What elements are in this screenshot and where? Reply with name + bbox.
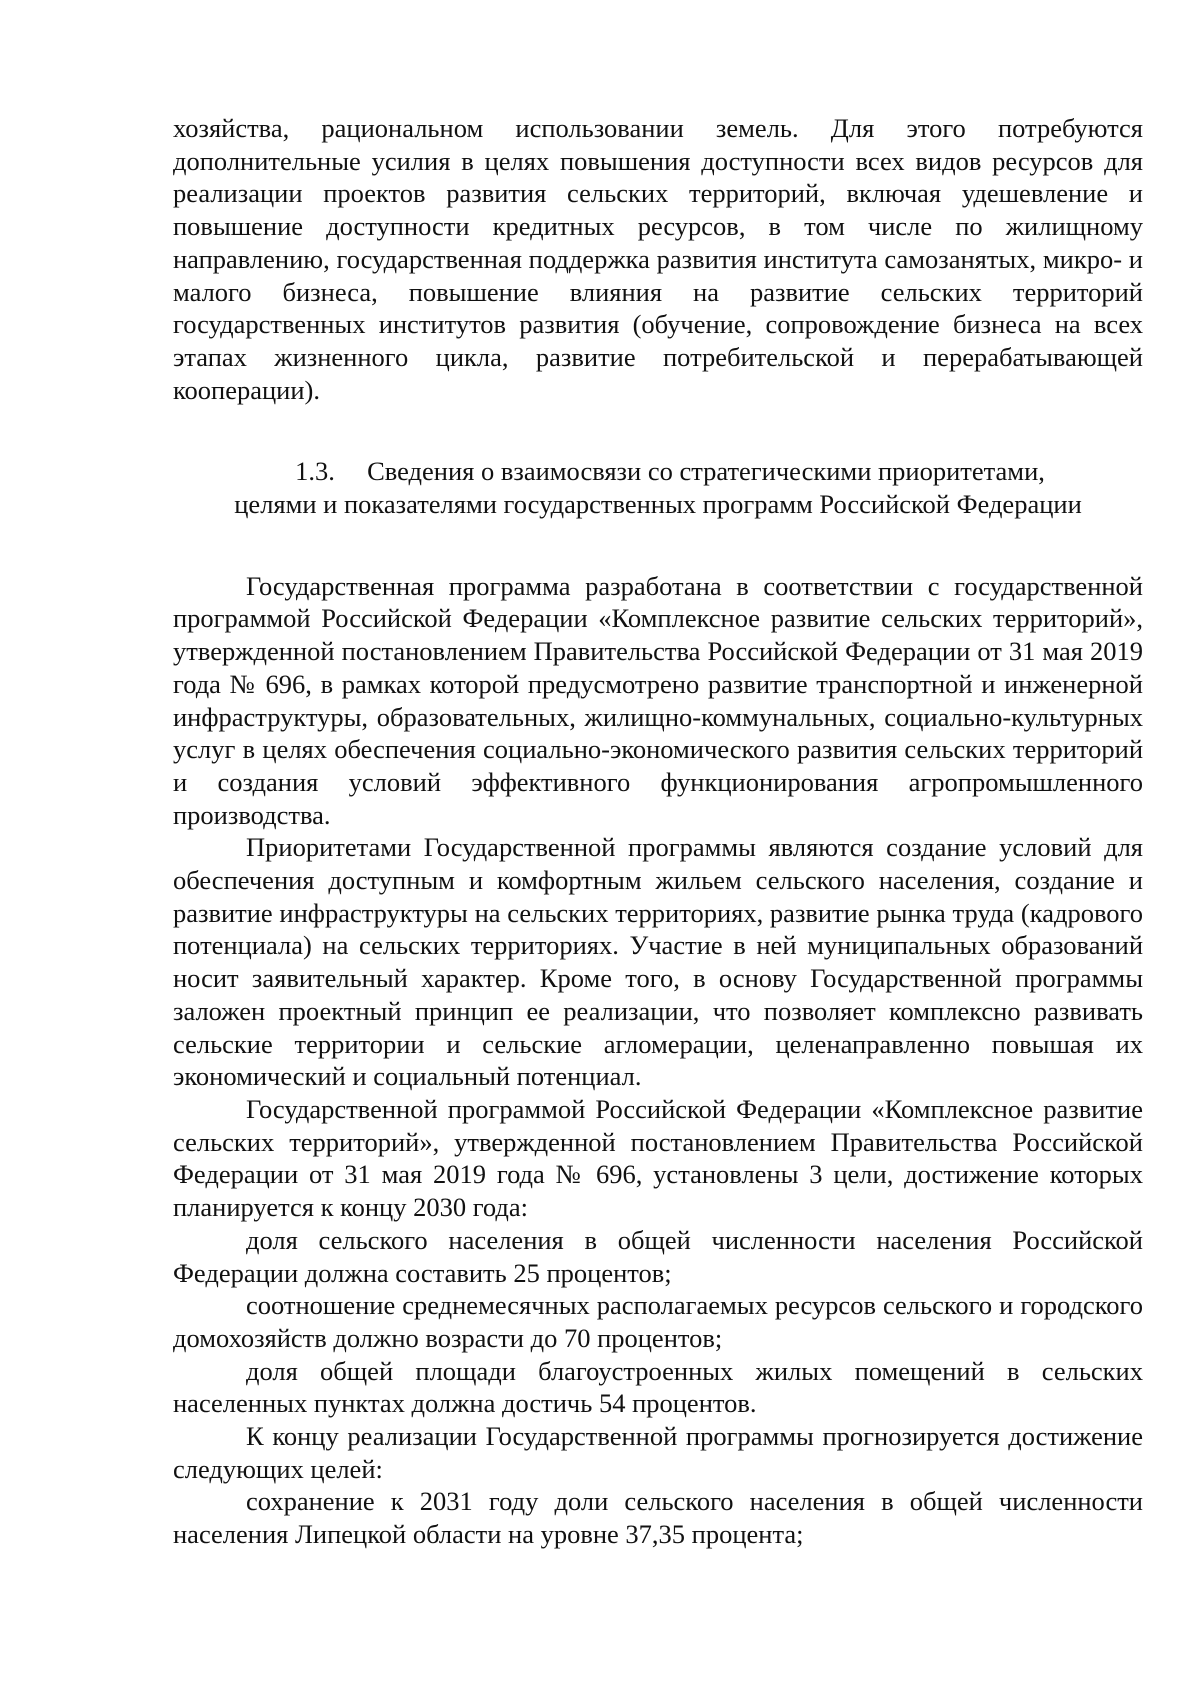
- federal-goal-item: доля сельского населения в общей численности населения Российской Федерации должна составить 25 процентов;: [173, 1224, 1143, 1288]
- paragraph-forecast-intro: К концу реализации Государственной программы прогнозируется достижение следующих целей:: [173, 1421, 1143, 1484]
- paragraph-federal-program: Государственная программа разработана в соответствии с государственной программой Российской Федерации «Комплексное развитие сельских территорий», утвержденной постановлением Правительства Российской Федерации от 31 мая 2019 года № 696, в рамках которой предусмотрено развитие транспортной и инженерной инфраструктуры, образовательных, жилищно-коммунальных, социально-культурных услуг в целях обеспечения социально-экономического развития сельских территорий и создания условий эффективного функционирования агропромышленного производства.: [173, 570, 1143, 830]
- section-number: 1.3.: [295, 456, 335, 487]
- federal-goal-item: доля общей площади благоустроенных жилых помещений в сельских населенных пунктах должна достичь 54 процентов.: [173, 1355, 1143, 1419]
- section-title-line-1: Сведения о взаимосвязи со стратегическими приоритетами,: [367, 456, 1045, 487]
- section-heading-line-1: [173, 455, 1143, 488]
- section-title-line-2: целями и показателями государственных программ Российской Федерации: [234, 489, 1082, 520]
- section-heading: [173, 455, 1143, 520]
- regional-goal-item: сохранение к 2031 году доли сельского населения в общей численности населения Липецкой области на уровне 37,35 процента;: [173, 1486, 1143, 1550]
- paragraph-federal-goals-intro: Государственной программой Российской Федерации «Комплексное развитие сельских территорий», утвержденной постановлением Правительства Российской Федерации от 31 мая 2019 года № 696, установлены 3 цели, достижение которых планируется к концу 2030 года:: [173, 1093, 1143, 1223]
- federal-goal-item: соотношение среднемесячных располагаемых ресурсов сельского и городского домохозяйств должно возрасти до 70 процентов;: [173, 1290, 1143, 1353]
- document-page: [173, 112, 1143, 1551]
- intro-paragraph: хозяйства, рациональном использовании земель. Для этого потребуются дополнительные усилия в целях повышения доступности всех видов ресурсов для реализации проектов развития сельских территорий, включая удешевление и повышение доступности кредитных ресурсов, в том числе по жилищному направлению, государственная поддержка развития института самозанятых, микро- и малого бизнеса, повышение влияния на развитие сельских территорий государственных институтов развития (обучение, сопровождение бизнеса на всех этапах жизненного цикла, развитие потребительской и перерабатывающей кооперации).: [173, 113, 1143, 405]
- paragraph-priorities: Приоритетами Государственной программы являются создание условий для обеспечения доступным и комфортным жильем сельского населения, создание и развитие инфраструктуры на сельских территориях, развитие рынка труда (кадрового потенциала) на сельских территориях. Участие в ней муниципальных образований носит заявительный характер. Кроме того, в основу Государственной программы заложен проектный принцип ее реализации, что позволяет комплексно развивать сельские территории и сельские агломерации, целенаправленно повышая их экономический и социальный потенциал.: [173, 832, 1143, 1092]
